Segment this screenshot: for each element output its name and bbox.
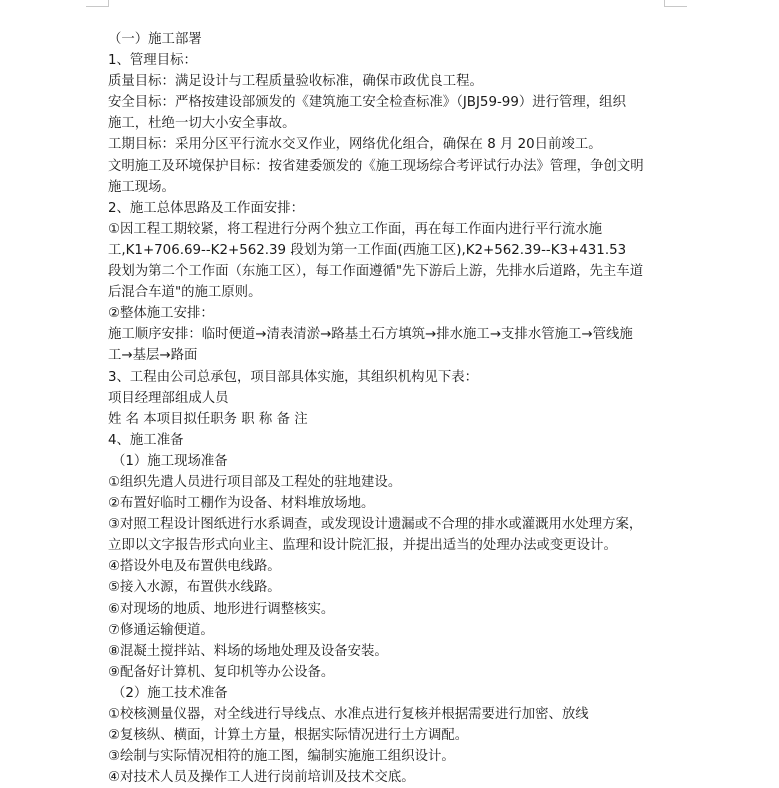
list-item: ④对技术人员及操作工人进行岗前培训及技术交底。 bbox=[108, 770, 415, 786]
page-corner-mark-right bbox=[664, 0, 687, 7]
list-item: 立即以文字报告形式向业主、监理和设计院汇报，并提出适当的处理办法或变更设计。 bbox=[108, 538, 617, 554]
list-item: ①组织先遣人员进行项目部及工程处的驻地建设。 bbox=[108, 474, 402, 490]
subheading-organization: 3、工程由公司总承包，项目部具体实施，其组织机构见下表： bbox=[108, 369, 479, 385]
list-item: ④搭设外电及布置供电线路。 bbox=[108, 559, 281, 575]
list-item: ⑤接入水源，布置供水线路。 bbox=[108, 580, 281, 596]
paragraph-line: 工期目标：采用分区平行流水交叉作业，网络优化组合，确保在 8 月 20日前竣工。 bbox=[108, 137, 602, 153]
subheading-site-preparation: （1）施工现场准备 bbox=[112, 453, 228, 469]
list-item: ③对照工程设计图纸进行水系调查，或发现设计遗漏或不合理的排水或灌溉用水处理方案， bbox=[108, 517, 643, 533]
paragraph-line: 施工，杜绝一切大小安全事故。 bbox=[108, 116, 296, 132]
list-item: ②布置好临时工棚作为设备、材料堆放场地。 bbox=[108, 496, 375, 512]
paragraph-line: 施工顺序安排：临时便道→清表清淤→路基土石方填筑→排水施工→支排水管施工→管线施 bbox=[108, 327, 633, 343]
list-item: ③绘制与实际情况相符的施工图，编制实施施工组织设计。 bbox=[108, 749, 455, 765]
page-corner-mark-left bbox=[86, 0, 109, 7]
list-item: ⑧混凝土搅拌站、料场的场地处理及设备安装。 bbox=[108, 643, 388, 659]
paragraph-line: 工,K1+706.69--K2+562.39 段划为第一工作面(西施工区),K2+562.39--K3+431.53 bbox=[108, 242, 627, 258]
section-heading: （一）施工部署 bbox=[108, 32, 202, 47]
subheading-management-goals: 1、管理目标： bbox=[108, 53, 197, 69]
list-item: ①校核测量仪器，对全线进行导线点、水准点进行复核并根据需要进行加密、放线 bbox=[108, 707, 589, 722]
paragraph-line: ①因工程工期较紧，将工程进行分两个独立工作面，再在每工作面内进行平行流水施 bbox=[108, 221, 603, 237]
paragraph-line: 施工现场。 bbox=[108, 179, 175, 195]
subheading-technical-preparation: （2）施工技术准备 bbox=[112, 685, 228, 701]
paragraph-line: 后混合车道"的施工原则。 bbox=[108, 285, 262, 301]
list-item: ⑦修通运输便道。 bbox=[108, 622, 214, 638]
paragraph-line: 段划为第二个工作面（东施工区），每工作面遵循"先下游后上游，先排水后道路，先主车道 bbox=[108, 264, 644, 280]
paragraph-line: ②整体施工安排： bbox=[108, 306, 214, 322]
list-item: ②复核纵、横面，计算土方量，根据实际情况进行土方调配。 bbox=[108, 728, 469, 744]
list-item: ⑨配备好计算机、复印机等办公设备。 bbox=[108, 664, 335, 680]
table-header-text: 姓 名 本项目拟任职务 职 称 备 注 bbox=[108, 411, 308, 427]
subheading-overall-plan: 2、施工总体思路及工作面安排： bbox=[108, 200, 304, 216]
paragraph-line: 安全目标：严格按建设部颁发的《建筑施工安全检查标准》（JBJ59-99）进行管理，组织 bbox=[108, 95, 626, 111]
paragraph-line: 工→基层→路面 bbox=[108, 348, 198, 364]
paragraph-line: 质量目标：满足设计与工程质量验收标准，确保市政优良工程。 bbox=[108, 74, 483, 90]
document-body[interactable] bbox=[108, 29, 668, 788]
subheading-preparation: 4、施工准备 bbox=[108, 432, 184, 448]
paragraph-line: 项目经理部组成人员 bbox=[108, 390, 229, 406]
paragraph-line: 文明施工及环境保护目标：按省建委颁发的《施工现场综合考评试行办法》管理，争创文明 bbox=[108, 158, 644, 174]
list-item: ⑥对现场的地质、地形进行调整核实。 bbox=[108, 601, 335, 617]
